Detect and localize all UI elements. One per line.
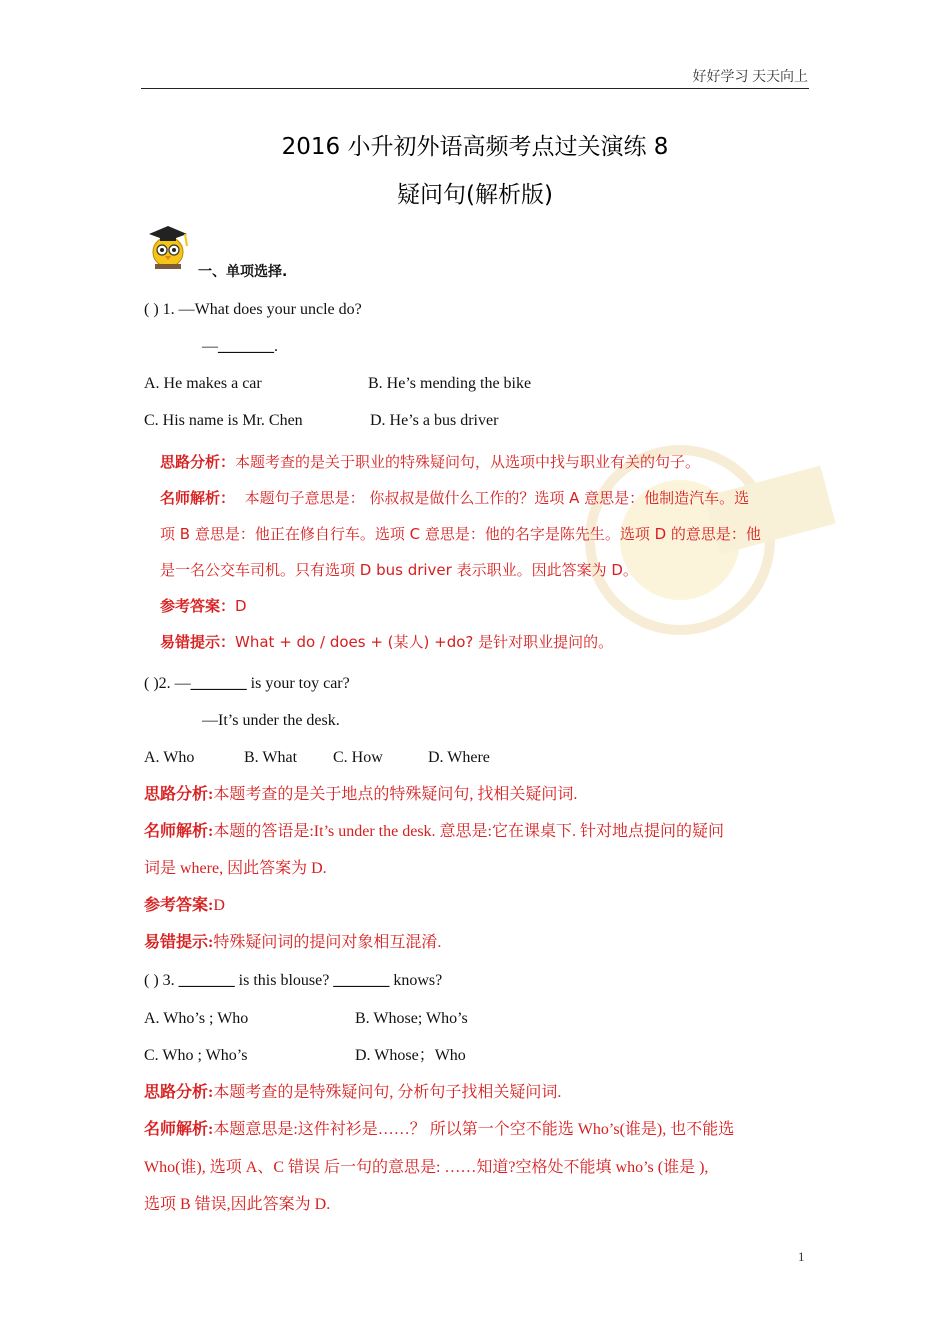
- q1-reply-blank: _______: [218, 338, 274, 355]
- q1-analysis: 思路分析：本题考查的是关于职业的特殊疑问句，从选项中找与职业有关的句子。: [160, 453, 701, 471]
- page-number: 1: [798, 1249, 805, 1264]
- q3-teacher-line1: 名师解析:本题意思是:这件衬衫是……？ 所以第一个空不能选 Who’s(谁是), 也不能选: [144, 1121, 735, 1138]
- q1-stem: ( ) 1. —What does your uncle do?: [144, 301, 362, 318]
- page-title: 2016 小升初外语高频考点过关演练 8: [281, 134, 669, 160]
- q1-option-c: C. His name is Mr. Chen: [144, 412, 303, 429]
- q1-answer: 参考答案：D: [160, 597, 247, 615]
- q3-teacher-line2: Who(谁), 选项 A、C 错误 后一句的意思是: ……知道?空格处不能填 who’s (谁是 ),: [144, 1159, 709, 1176]
- q3-option-a: A. Who’s ; Who: [144, 1010, 249, 1027]
- section-heading: 一、单项选择.: [198, 264, 288, 280]
- q1-reply: —_______.: [202, 338, 278, 355]
- header-divider: [141, 88, 809, 89]
- q2-stem-blank: _______: [190, 675, 247, 692]
- q3-option-c: C. Who ; Who’s: [144, 1047, 248, 1064]
- q2-option-b: B. What: [244, 749, 298, 766]
- q2-analysis: 思路分析:本题考查的是关于地点的特殊疑问句, 找相关疑问词.: [144, 786, 578, 803]
- q2-option-a: A. Who: [144, 749, 195, 766]
- q3-teacher-line3: 选项 B 错误,因此答案为 D.: [144, 1196, 331, 1213]
- q2-teacher-line1: 名师解析:本题的答语是:It’s under the desk. 意思是:它在课桌下. 针对地点提问的疑问: [144, 823, 724, 840]
- q3-analysis: 思路分析:本题考查的是特殊疑问句, 分析句子找相关疑问词.: [144, 1084, 562, 1101]
- q3-option-b: B. Whose; Who’s: [355, 1010, 468, 1027]
- q1-option-d: D. He’s a bus driver: [370, 412, 499, 429]
- graduate-chick-icon: [143, 220, 193, 270]
- q2-option-c: C. How: [333, 749, 383, 766]
- q3-option-d: D. Whose；Who: [355, 1047, 466, 1064]
- q1-option-a: A. He makes a car: [144, 375, 262, 392]
- q1-teacher-line1: 名师解析： 本题句子意思是： 你叔叔是做什么工作的？选项 A 意思是：他制造汽车。选: [160, 489, 750, 507]
- q3-blank-2: _______: [333, 972, 390, 989]
- q1-teacher-line2: 项 B 意思是：他正在修自行车。选项 C 意思是：他的名字是陈先生。选项 D 的意思是：他: [160, 525, 761, 543]
- q3-blank-1: _______: [178, 972, 235, 989]
- q2-stem: ( )2. —_______ is your toy car?: [144, 675, 350, 692]
- q2-option-d: D. Where: [428, 749, 490, 766]
- q1-tip: 易错提示：What + do / does + (某人) +do? 是针对职业提问的。: [160, 633, 614, 651]
- header-motto: 好好学习 天天向上: [692, 70, 808, 85]
- page-subtitle: 疑问句(解析版): [397, 182, 553, 208]
- q3-stem: ( ) 3. _______ is this blouse? _______ knows?: [144, 972, 443, 989]
- q1-option-b: B. He’s mending the bike: [368, 375, 532, 392]
- q2-reply: —It’s under the desk.: [202, 712, 340, 729]
- q2-answer: 参考答案:D: [144, 897, 225, 914]
- q2-teacher-line2: 词是 where, 因此答案为 D.: [144, 860, 327, 877]
- q2-tip: 易错提示:特殊疑问词的提问对象相互混淆.: [144, 934, 442, 951]
- q1-teacher-line3: 是一名公交车司机。只有选项 D bus driver 表示职业。因此答案为 D。: [160, 561, 638, 579]
